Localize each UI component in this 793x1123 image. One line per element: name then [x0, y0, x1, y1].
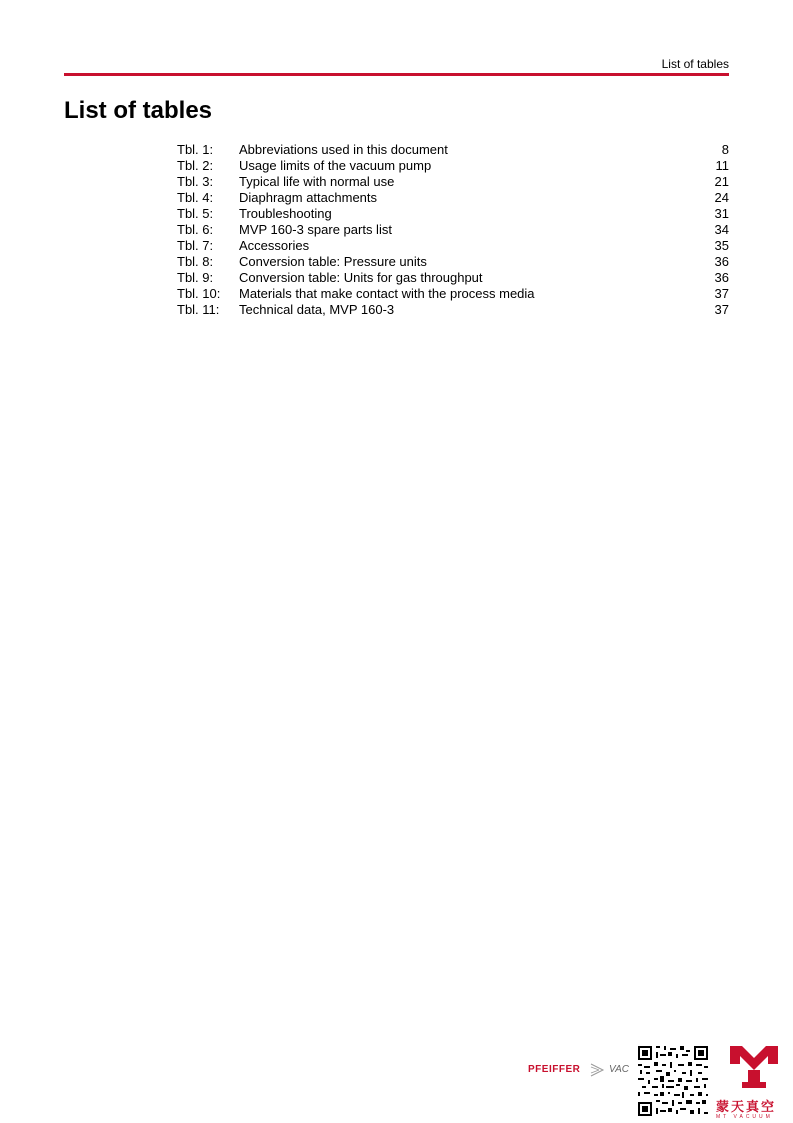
header-rule — [64, 73, 729, 76]
table-page-number: 36 — [714, 254, 729, 269]
table-list — [177, 142, 729, 318]
table-number: Tbl. 8: — [177, 254, 214, 269]
table-list-item[interactable] — [177, 302, 729, 318]
table-title[interactable]: Troubleshooting — [239, 206, 332, 221]
table-page-number: 37 — [714, 302, 729, 317]
table-title[interactable]: Typical life with normal use — [239, 174, 395, 189]
table-title[interactable]: MVP 160-3 spare parts list — [239, 222, 392, 237]
table-title[interactable]: Diaphragm attachments — [239, 190, 378, 205]
pfeiffer-chevron-icon — [590, 1062, 606, 1083]
table-list-item[interactable] — [177, 206, 729, 222]
qr-code-icon — [636, 1044, 710, 1118]
table-number: Tbl. 11: — [177, 302, 220, 317]
table-list-item[interactable] — [177, 270, 729, 286]
table-list-item[interactable] — [177, 190, 729, 206]
table-number: Tbl. 4: — [177, 190, 214, 205]
table-title[interactable]: Conversion table: Pressure units — [239, 254, 427, 269]
table-list-item[interactable] — [177, 158, 729, 174]
table-list-item[interactable] — [177, 222, 729, 238]
table-title[interactable]: Abbreviations used in this document — [239, 142, 448, 157]
table-number: Tbl. 1: — [177, 142, 214, 157]
pfeiffer-brand: PFEIFFER — [528, 1064, 581, 1075]
table-page-number: 36 — [714, 270, 729, 285]
table-title[interactable]: Materials that make contact with the process media — [239, 286, 535, 301]
mt-vacuum-name-cn: 蒙天真空 — [716, 1099, 777, 1114]
table-page-number: 8 — [721, 142, 729, 157]
table-list-item[interactable] — [177, 254, 729, 270]
table-title[interactable]: Usage limits of the vacuum pump — [239, 158, 432, 173]
table-number: Tbl. 5: — [177, 206, 214, 221]
page-title: List of tables — [64, 97, 213, 124]
mt-vacuum-logo-icon — [728, 1044, 780, 1095]
table-page-number: 34 — [714, 222, 729, 237]
table-page-number: 35 — [714, 238, 729, 253]
table-list-item[interactable] — [177, 174, 729, 190]
running-head: List of tables — [661, 57, 729, 71]
pfeiffer-brand-suffix: VAC — [609, 1064, 630, 1075]
table-list-item[interactable] — [177, 286, 729, 302]
table-page-number: 11 — [715, 158, 729, 173]
table-number: Tbl. 2: — [177, 158, 214, 173]
table-number: Tbl. 10: — [177, 286, 221, 301]
table-list-item[interactable] — [177, 238, 729, 254]
table-page-number: 31 — [714, 206, 729, 221]
table-number: Tbl. 7: — [177, 238, 214, 253]
table-page-number: 37 — [714, 286, 729, 301]
mt-vacuum-name-en: MT VACUUM — [716, 1114, 773, 1120]
table-number: Tbl. 6: — [177, 222, 214, 237]
table-list-item[interactable] — [177, 142, 729, 158]
table-number: Tbl. 9: — [177, 270, 214, 285]
table-title[interactable]: Accessories — [239, 238, 310, 253]
table-title[interactable]: Technical data, MVP 160-3 — [239, 302, 395, 317]
table-page-number: 24 — [714, 190, 729, 205]
table-number: Tbl. 3: — [177, 174, 214, 189]
table-title[interactable]: Conversion table: Units for gas throughput — [239, 270, 483, 285]
table-page-number: 21 — [714, 174, 729, 189]
footer-brand-strip — [520, 1044, 793, 1122]
